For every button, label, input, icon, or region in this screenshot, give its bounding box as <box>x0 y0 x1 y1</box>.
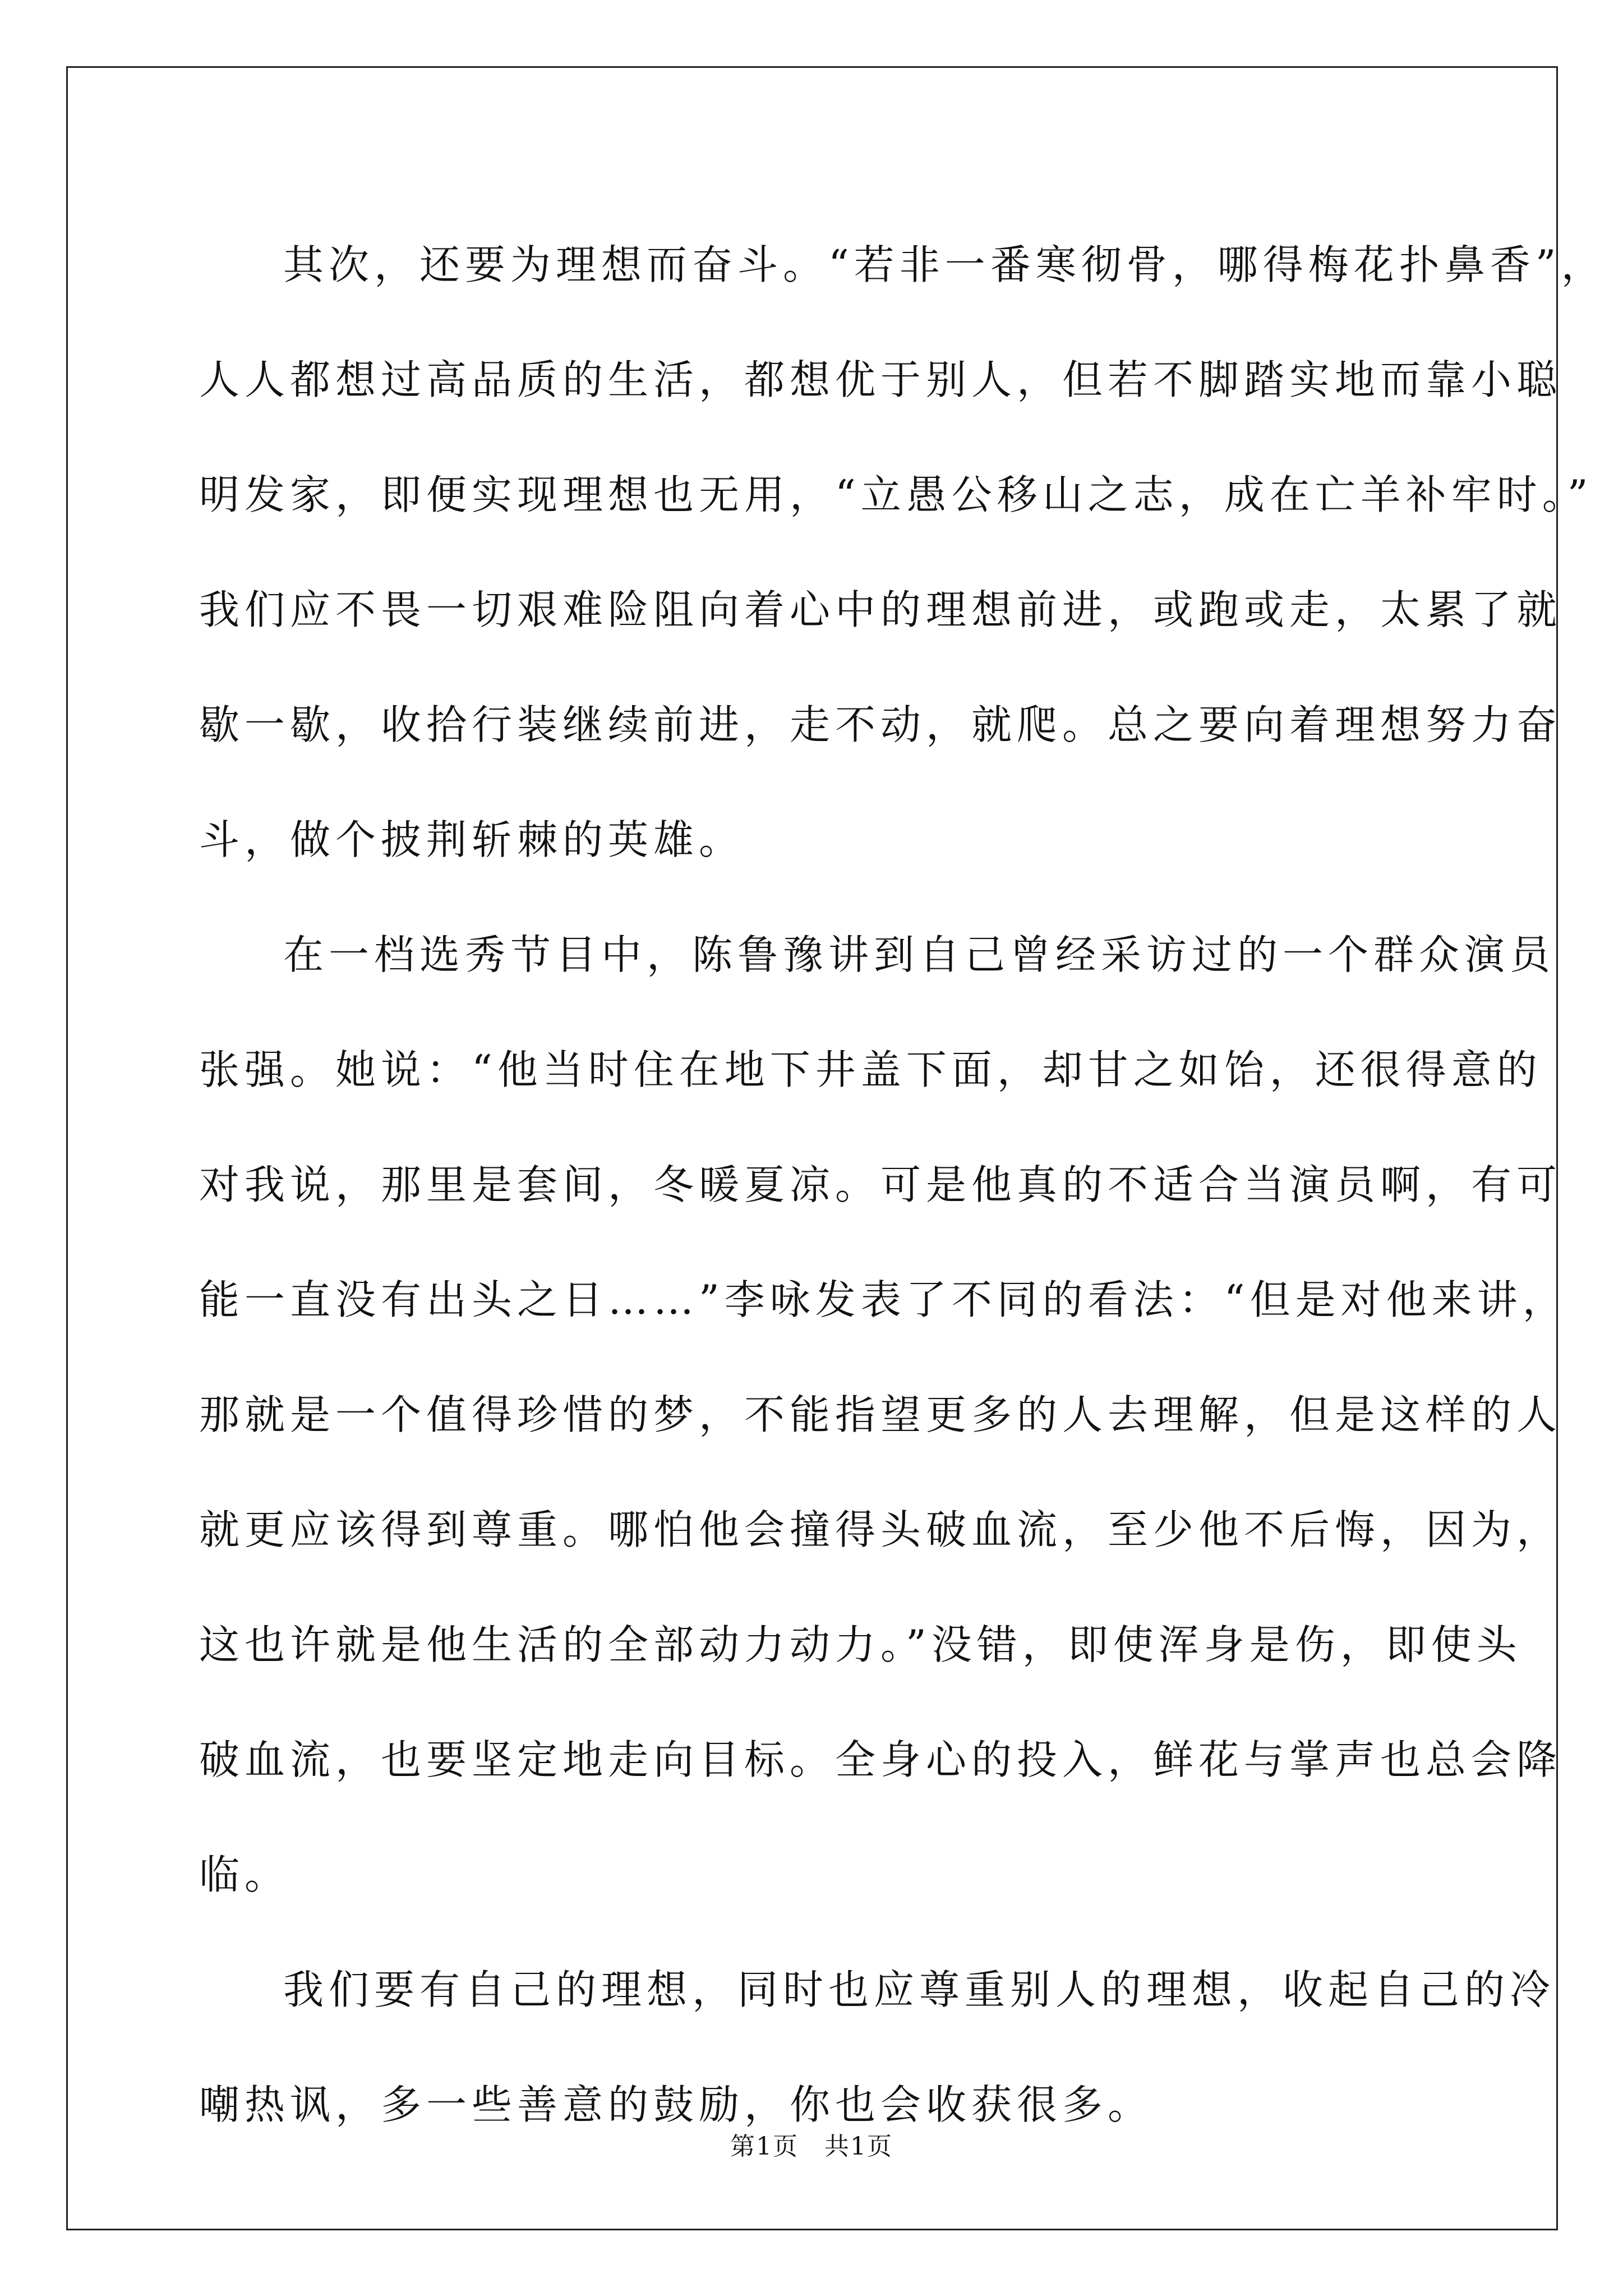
text-line: 歇一歇，收拾行装继续前进，走不动，就爬。总之要向着理想努力奋 <box>199 701 1562 748</box>
text-line: 这也许就是他生活的全部动力动力。”没错，即使浑身是伤，即使头 <box>199 1621 1522 1668</box>
text-line: 明发家，即便实现理想也无用，“立愚公移山之志，成在亡羊补牢时。” <box>199 471 1593 518</box>
text-line: 对我说，那里是套间，冬暖夏凉。可是他真的不适合当演员啊，有可 <box>199 1161 1562 1208</box>
text-line: 我们要有自己的理想，同时也应尊重别人的理想，收起自己的冷 <box>283 1966 1556 2013</box>
text-line: 我们应不畏一切艰难险阻向着心中的理想前进，或跑或走，太累了就 <box>199 586 1562 633</box>
text-line: 张强。她说：“他当时住在地下井盖下面，却甘之如饴，还很得意的 <box>199 1046 1542 1093</box>
text-line: 能一直没有出头之日……”李咏发表了不同的看法：“但是对他来讲， <box>199 1276 1568 1323</box>
text-line: 临。 <box>199 1851 291 1898</box>
paragraph <box>199 208 1607 898</box>
text-line: 破血流，也要坚定地走向目标。全身心的投入，鲜花与掌声也总会降 <box>199 1736 1562 1783</box>
text-line: 那就是一个值得珍惜的梦，不能指望更多的人去理解，但是这样的人 <box>199 1391 1562 1438</box>
page-footer: 第1页 共1页 <box>730 2132 893 2161</box>
document-body <box>199 208 1607 2162</box>
text-line: 其次，还要为理想而奋斗。“若非一番寒彻骨，哪得梅花扑鼻香”， <box>283 241 1607 288</box>
text-line: 就更应该得到尊重。哪怕他会撞得头破血流，至少他不后悔，因为， <box>199 1506 1562 1553</box>
paragraph <box>199 898 1568 1932</box>
text-line: 在一档选秀节目中，陈鲁豫讲到自己曾经采访过的一个群众演员 <box>283 931 1556 978</box>
text-line: 人人都想过高品质的生活，都想优于别人，但若不脚踏实地而靠小聪 <box>199 356 1562 403</box>
text-line: 嘲热讽，多一些善意的鼓励，你也会收获很多。 <box>199 2081 1154 2128</box>
text-line: 斗，做个披荆斩棘的英雄。 <box>199 816 745 863</box>
